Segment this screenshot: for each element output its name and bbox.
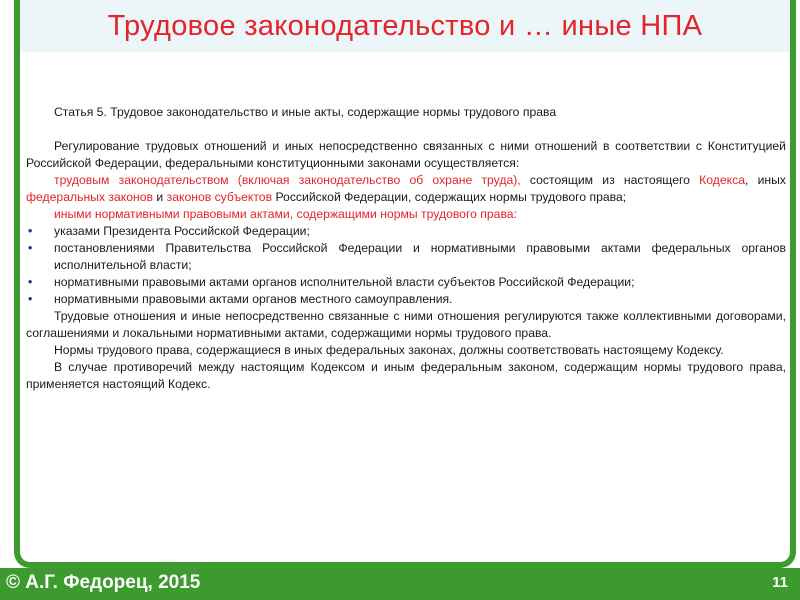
bullet-list [26,223,786,308]
copyright-text: © А.Г. Федорец, 2015 [6,572,201,593]
text-segment: и [153,190,167,204]
subject-laws-highlight: законов субъектов [166,190,273,204]
spacer [26,121,786,138]
bullet-icon: • [28,224,33,238]
bullet-item [26,291,786,308]
slide-frame [14,0,796,568]
bullet-item [26,274,786,291]
bullet-text: нормативными правовыми актами органов местного самоуправления. [54,292,453,306]
bullet-item [26,240,786,274]
labor-law-highlight: трудовым законодательством (включая законодательство об охране труда), [54,173,521,187]
bullet-text: нормативными правовыми актами органов исполнительной власти субъектов Российской Федерации; [54,275,635,289]
text-segment: состоящим из настоящего [520,173,700,187]
text-segment: Российской Федерации, содержащих нормы трудового права; [272,190,627,204]
article-heading: Статья 5. Трудовое законодательство и иные акты, содержащие нормы трудового права [54,105,557,119]
slide-title: Трудовое законодательство и … иные НПА [107,9,703,42]
title-bar [20,0,790,52]
paragraph-contradictions: В случае противоречий между настоящим Кодексом и иным федеральным законом, содержащим нормы трудового права, применяется настоящий Кодекс. [26,360,786,391]
bullet-icon: • [28,275,33,289]
paragraph-collective-agreements: Трудовые отношения и иные непосредственно связанные с ними отношения регулируются также коллективными договорами, соглашениями и локальными нормативными актами, содержащими нормы трудового права. [26,309,786,340]
paragraph-federal-norms: Нормы трудового права, содержащиеся в иных федеральных законах, должны соответствовать настоящему Кодексу. [54,343,724,357]
bullet-item [26,223,786,240]
paragraph-other-acts: иными нормативными правовыми актами, содержащими нормы трудового права: [54,207,517,221]
bullet-icon: • [28,292,33,306]
page-number: 11 [772,574,788,591]
kodeks-highlight: Кодекса [699,173,745,187]
slide-content [26,104,786,393]
text-segment: , иных [745,173,786,187]
bullet-text: постановлениями Правительства Российской Федерации и нормативными правовыми актами федеральных органов исполнительной власти; [54,241,786,272]
bullet-icon: • [28,241,33,255]
paragraph-labor-law [26,172,786,206]
paragraph-intro: Регулирование трудовых отношений и иных непосредственно связанных с ними отношений в соответствии с Конституцией Российской Федерации, федеральными конституционными законами осуществляется: [26,139,786,170]
federal-laws-highlight: федеральных законов [26,190,154,204]
bullet-text: указами Президента Российской Федерации; [54,224,310,238]
footer-bar [0,568,800,600]
